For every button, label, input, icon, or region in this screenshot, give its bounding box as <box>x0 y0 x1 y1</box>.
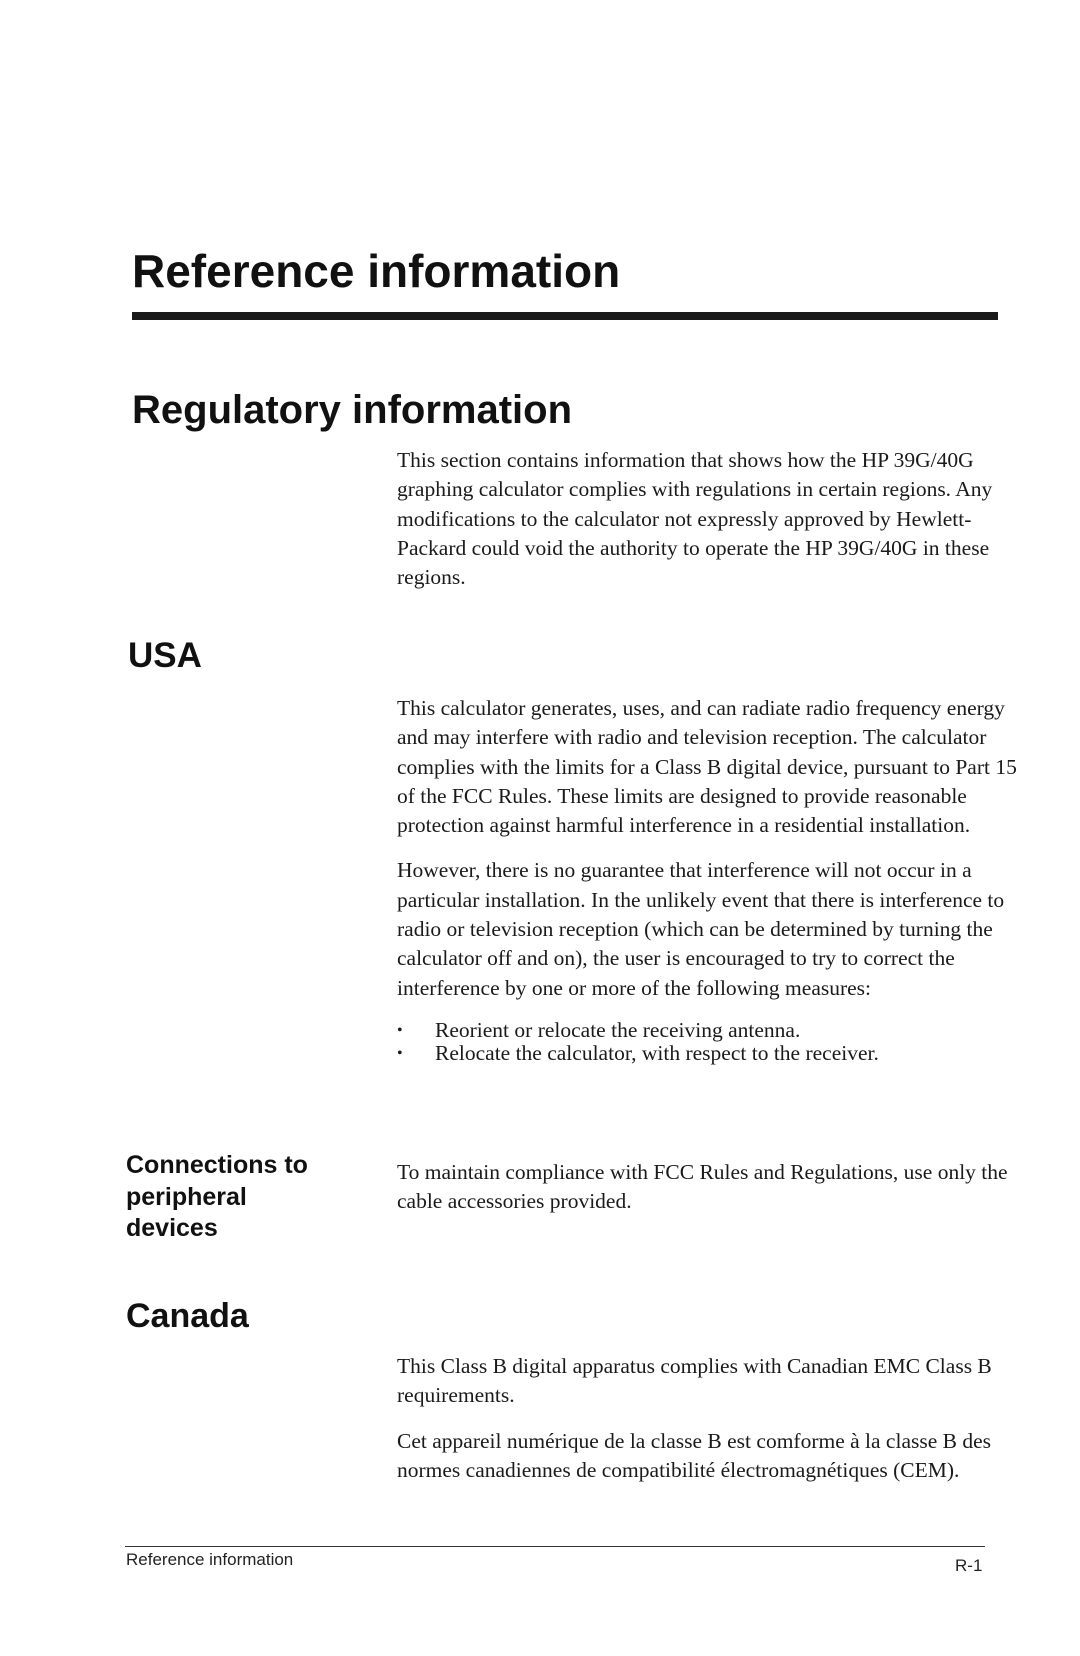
usa-heading: USA <box>128 636 202 675</box>
footer-rule <box>125 1546 985 1547</box>
page-number: R-1 <box>955 1556 983 1575</box>
list-item: • Reorient or relocate the receiving antenna. <box>397 1019 1017 1043</box>
usa-paragraph-2: However, there is no guarantee that interference will not occur in a particular installation. In the unlikely event that there is interference to radio or television reception (which can be determined by turning the calculator off and on), the user is encouraged to try to correct the interference by one or more of the following measures: <box>397 858 1005 1000</box>
footer-title: Reference information <box>126 1550 294 1569</box>
list-item: • Relocate the calculator, with respect to the receiver. <box>397 1042 1017 1066</box>
canada-section <box>397 1352 1017 1485</box>
intro-text: This section contains information that shows how the HP 39G/40G graphing calculator complies with regulations in certain regions. Any modifications to the calculator not expressly approved by Hewlett-Packard could void the authority to operate the HP 39G/40G in these regions. <box>397 448 993 590</box>
connections-text: To maintain compliance with FCC Rules and Regulations, use only the cable accessories provided. <box>397 1160 1008 1214</box>
usa-section <box>397 694 1017 1066</box>
canada-paragraph-1: This Class B digital apparatus complies with Canadian EMC Class B requirements. <box>397 1354 992 1408</box>
canada-heading: Canada <box>126 1297 249 1335</box>
chapter-rule <box>132 312 998 320</box>
connections-heading: Connections to peripheral devices <box>126 1151 308 1242</box>
intro-paragraph <box>397 446 1017 592</box>
measures-list <box>397 1019 1017 1066</box>
connections-section <box>397 1158 1017 1217</box>
canada-paragraph-2: Cet appareil numérique de la classe B est comforme à la classe B des normes canadiennes de compatibilité électromagnétiques (CEM). <box>397 1428 992 1482</box>
section-title: Regulatory information <box>132 388 573 432</box>
usa-paragraph-1: This calculator generates, uses, and can radiate radio frequency energy and may interfere with radio and television reception. The calculator complies with the limits for a Class B digital device, pursuant to Part 15 of the FCC Rules. These limits are designed to provide reasonable protection against harmful interference in a residential installation. <box>397 696 1017 838</box>
chapter-title: Reference information <box>132 245 621 297</box>
